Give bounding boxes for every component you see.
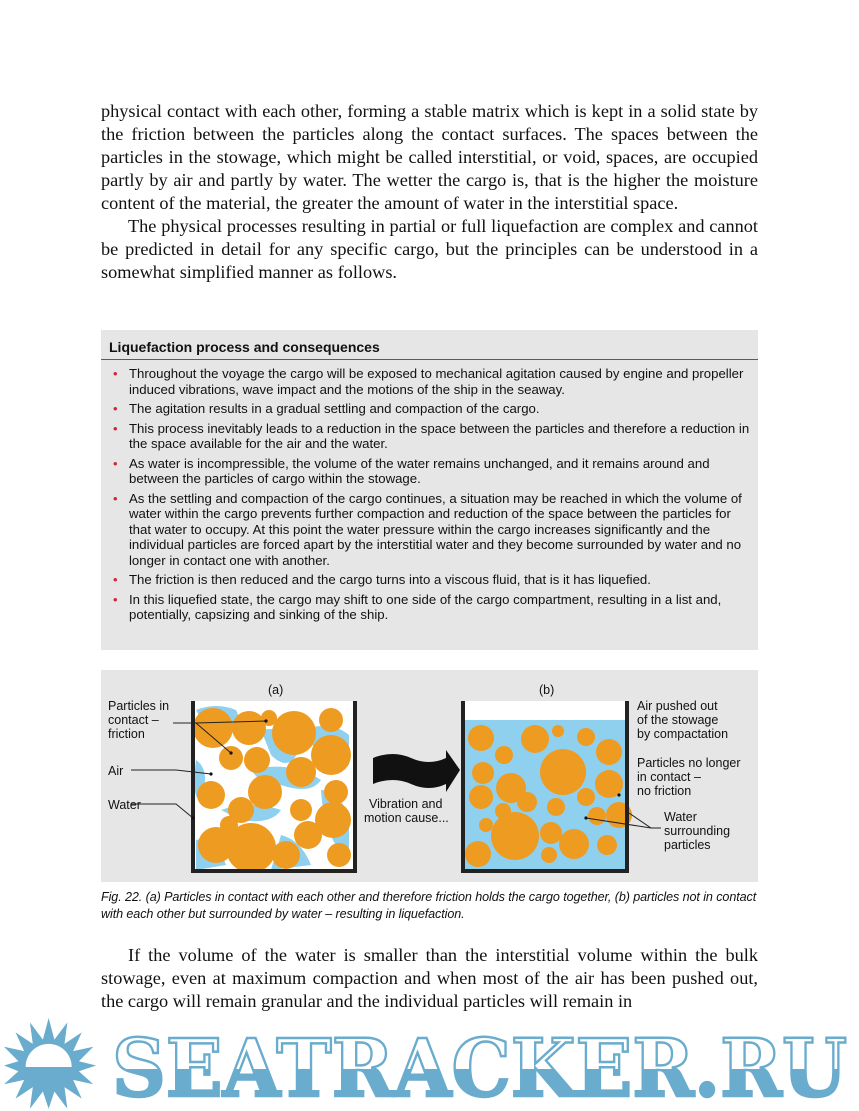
list-item — [113, 572, 752, 588]
list-item — [113, 591, 752, 623]
watermark-lettering: SEATRACKER.RU — [112, 1021, 847, 1111]
bullet-icon: • — [113, 591, 118, 607]
label-particles-contact: contact – — [108, 713, 159, 727]
bullet-icon: • — [113, 366, 118, 381]
paragraph: physical contact with each other, forming a stable matrix which is kept in a solid state by the friction between the particles along the contact surfaces. The spaces between the particles in the stowage, which might be called interstitial, or void, spaces, are occupied partly by air and partly by water. The wetter the cargo is, that is the higher the moisture content of the material, the greater the amount of water in the interstitial space. — [101, 101, 758, 213]
list-item — [113, 366, 752, 397]
label-air-pushed: by compactation — [637, 727, 729, 741]
label-no-contact: in contact – — [637, 770, 701, 784]
label-air-pushed: Air pushed out — [637, 699, 718, 713]
arrow-caption: Vibration and — [369, 797, 443, 811]
list-item — [113, 490, 752, 569]
bullet-icon: • — [113, 490, 118, 506]
list-item-text: As the settling and compaction of the cargo continues, a situation may be reached in which the volume of water within the cargo prevents further compaction and reduction of the space between the particles for that water to occupy. At this point the water pressure within the cargo increases significantly and the individual particles are forced apart by the interstitial water and they become surrounded by water and no longer in contact one with another. — [129, 490, 742, 568]
label-water-surrounding: surrounding — [664, 824, 731, 838]
label-air-pushed: of the stowage — [637, 713, 719, 727]
bullet-icon: • — [113, 572, 118, 587]
label-no-contact: Particles no longer — [637, 756, 741, 770]
box-title: Liquefaction process and consequences — [101, 330, 758, 360]
bullet-icon: • — [113, 401, 118, 416]
figure-caption: Fig. 22. (a) Particles in contact with each other and therefore friction holds the cargo together, (b) particles not in contact with each other but surrounded by water – resulting in liquefaction. — [101, 890, 757, 921]
paragraph: The physical processes resulting in partial or full liquefaction are complex and cannot be predicted in detail for any specific cargo, but the principles can be understood in a somewhat simplified manner as follows. — [101, 216, 758, 282]
intro-text — [101, 100, 758, 284]
label-water-surrounding: Water — [664, 810, 697, 824]
list-item-text: As water is incompressible, the volume of the water remains unchanged, and it remains around and between the particles of cargo within the stowage. — [129, 455, 710, 486]
list-item-text: The friction is then reduced and the cargo turns into a viscous fluid, that is it has liquefied. — [129, 572, 651, 587]
arrow-caption: motion cause... — [364, 811, 449, 825]
paragraph: If the volume of the water is smaller than the interstitial volume within the bulk stowage, even at maximum compaction and when most of the air has been pushed out, the cargo will remain granular and the individual particles will remain in — [101, 945, 758, 1011]
bullet-icon: • — [113, 420, 118, 436]
list-item — [113, 401, 752, 417]
container-b-diagram — [463, 701, 632, 871]
label-particles-contact: Particles in — [108, 699, 170, 713]
sun-icon — [4, 1018, 96, 1109]
closing-text — [101, 944, 758, 1013]
wavy-arrow-icon — [373, 750, 460, 792]
label-water: Water — [108, 798, 141, 812]
label-water-surrounding: particles — [664, 838, 711, 852]
list-item-text: Throughout the voyage the cargo will be exposed to mechanical agitation caused by engine and propeller induced vibrations, wave impact and the motions of the ship in the seaway. — [129, 366, 744, 397]
list-item — [113, 420, 752, 452]
label-air: Air — [108, 764, 124, 778]
bullet-list — [101, 366, 758, 623]
list-item-text: This process inevitably leads to a reduction in the space between the particles and therefore a reduction in the space available for the air and the water. — [129, 420, 750, 451]
figure-22 — [101, 670, 758, 882]
liquefaction-info-box — [101, 330, 758, 650]
label-a: (a) — [268, 683, 284, 697]
container-a-diagram — [193, 701, 355, 873]
watermark-logo — [0, 1018, 859, 1111]
list-item-text: The agitation results in a gradual settling and compaction of the cargo. — [129, 401, 540, 416]
list-item-text: In this liquefied state, the cargo may shift to one side of the cargo compartment, resulting in a list and, potentially, capsizing and sinking of the ship. — [129, 591, 722, 622]
label-no-contact: no friction — [637, 784, 692, 798]
label-b: (b) — [539, 683, 555, 697]
label-particles-contact: friction — [108, 727, 145, 741]
bullet-icon: • — [113, 455, 118, 471]
list-item — [113, 455, 752, 487]
